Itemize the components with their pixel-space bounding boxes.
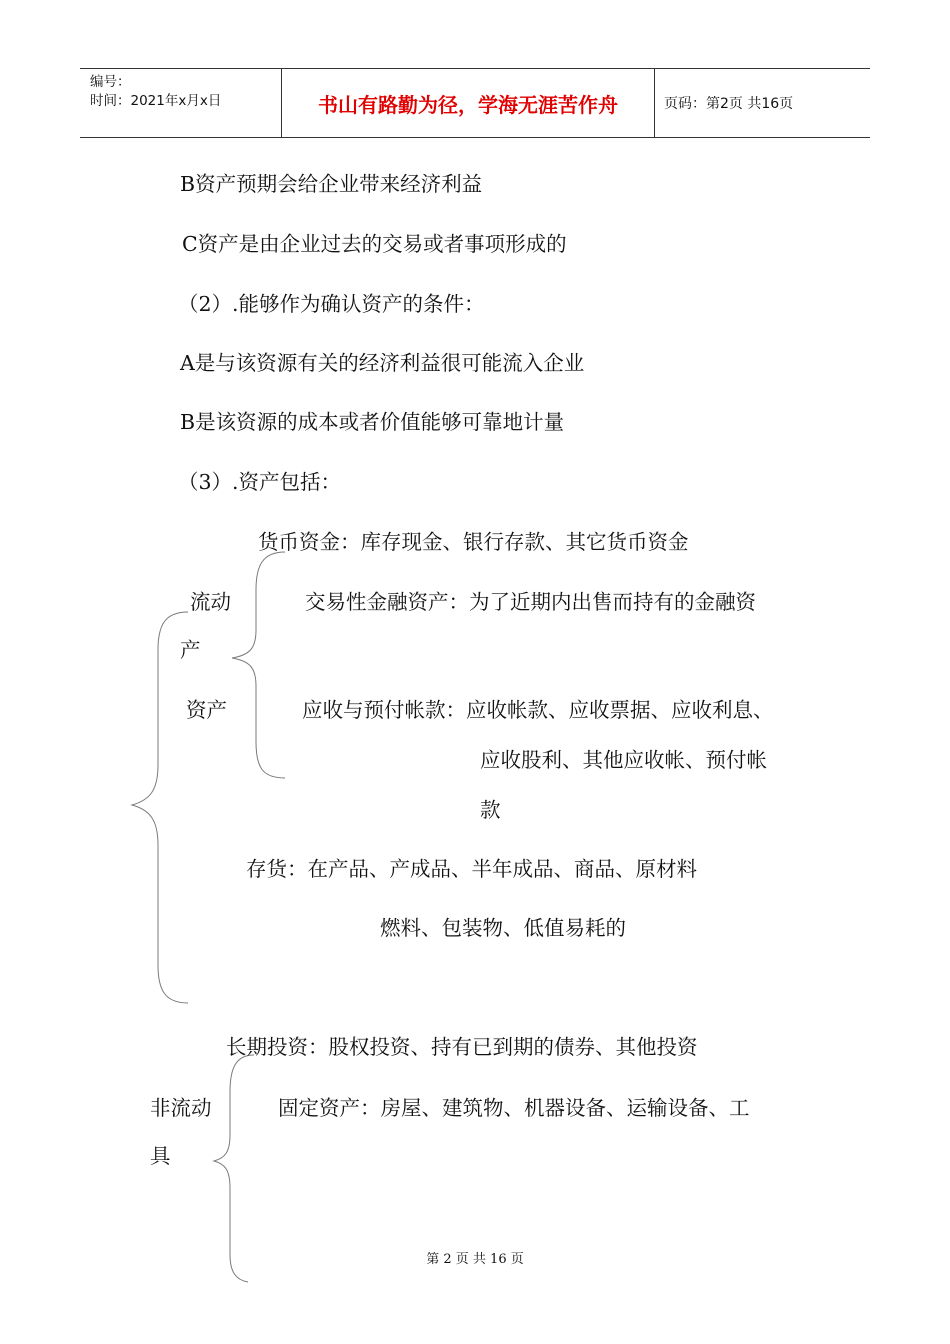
noncurrent-label-2: 具 bbox=[150, 1144, 171, 1168]
item-receivables-1: 应收与预付帐款：应收帐款、应收票据、应收利息、 bbox=[302, 698, 774, 722]
text-line-3: （3）.资产包括： bbox=[178, 470, 342, 494]
noncurrent-label-1: 非流动 bbox=[150, 1096, 212, 1120]
text-line-2: （2）.能够作为确认资产的条件： bbox=[178, 292, 485, 316]
text-line-b1: B资产预期会给企业带来经济利益 bbox=[180, 172, 483, 196]
outer-brace bbox=[132, 612, 188, 1003]
item-fixed-assets: 固定资产：房屋、建筑物、机器设备、运输设备、工 bbox=[278, 1096, 750, 1120]
date-label: 时间：2021年x月x日 bbox=[90, 93, 222, 109]
item-trading-assets: 交易性金融资产：为了近期内出售而持有的金融资 bbox=[305, 590, 756, 614]
current-assets-brace bbox=[232, 552, 285, 778]
item-inventory-1: 存货：在产品、产成品、半年成品、商品、原材料 bbox=[246, 857, 697, 881]
item-long-term-investment: 长期投资：股权投资、持有已到期的债券、其他投资 bbox=[226, 1035, 698, 1059]
header-motto: 书山有路勤为径，学海无涯苦作舟 bbox=[318, 93, 618, 117]
page-footer: 第 2 页 共 16 页 bbox=[426, 1252, 524, 1267]
item-receivables-2: 应收股利、其他应收帐、预付帐 bbox=[480, 748, 767, 772]
item-receivables-3: 款 bbox=[480, 798, 501, 822]
item-cash: 货币资金：库存现金、银行存款、其它货币资金 bbox=[258, 530, 689, 554]
header-page-info: 页码：第2页 共16页 bbox=[664, 96, 794, 112]
text-line-c1: C资产是由企业过去的交易或者事项形成的 bbox=[182, 232, 567, 256]
text-line-a2: A是与该资源有关的经济利益很可能流入企业 bbox=[180, 351, 585, 375]
current-assets-label-2: 产 bbox=[180, 638, 201, 662]
current-assets-label-1: 流动 bbox=[190, 590, 231, 614]
current-assets-label-3: 资产 bbox=[186, 698, 227, 722]
text-line-b2: B是该资源的成本或者价值能够可靠地计量 bbox=[180, 410, 565, 434]
number-label: 编号： bbox=[90, 74, 131, 90]
item-inventory-2: 燃料、包装物、低值易耗的 bbox=[380, 916, 626, 940]
